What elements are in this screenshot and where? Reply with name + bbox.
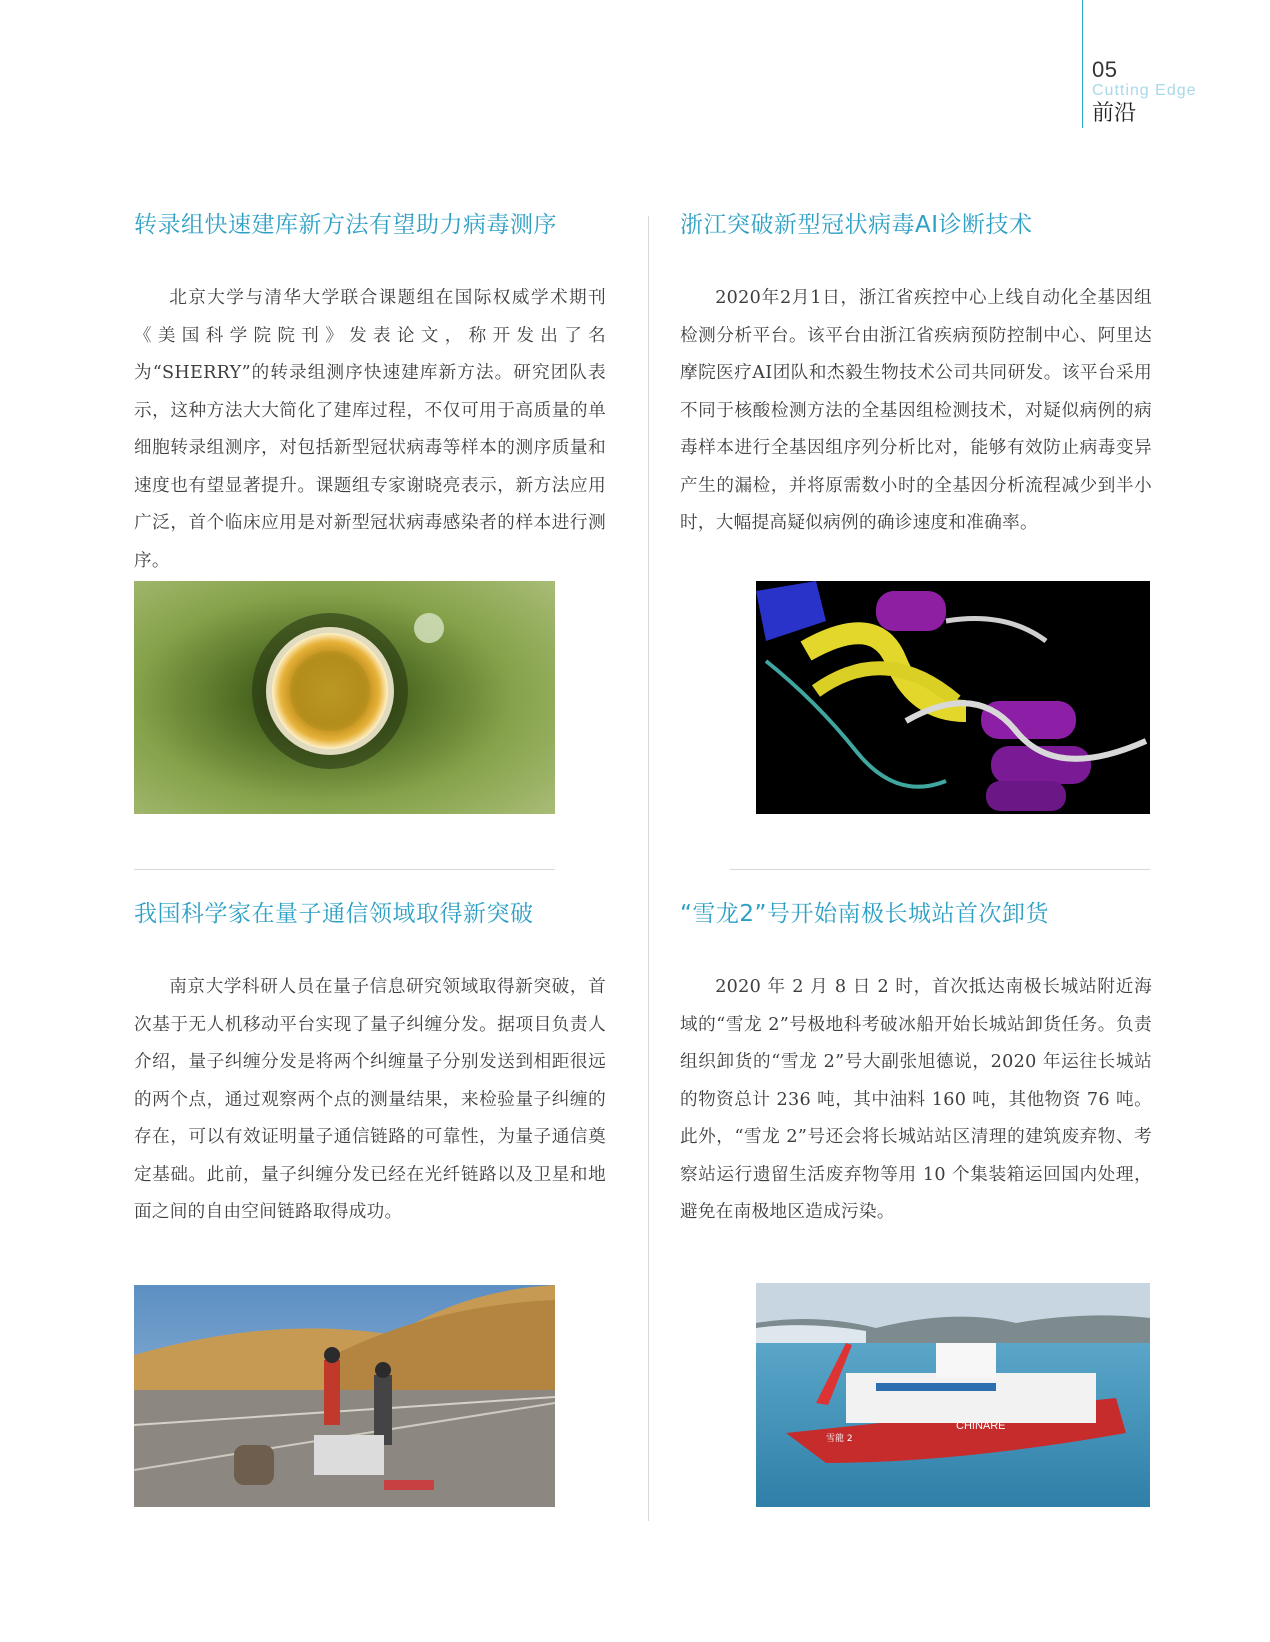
section-title-cn: 前沿: [1092, 101, 1137, 126]
article-quantum: [134, 899, 606, 1232]
ship-hull-text: CHINARE: [956, 1420, 1006, 1432]
article-body: 2020 年 2 月 8 日 2 时，首次抵达南极长城站附近海域的“雪龙 2”号极地科考破冰船开始长城站卸货任务。负责组织卸货的“雪龙 2”号大副张旭德说，2020 年运往长城站的物资总计 236 吨，其中油料 160 吨，其他物资 76 吨。此外，“雪龙 2”号还会将长城站站区清理的建筑废弃物、考察站运行遗留生活废弃物等用 10 个集装箱运回国内处理，避免在南极地区造成污染。: [680, 977, 1152, 1222]
article-separator-left: [134, 869, 555, 870]
article-separator-right: [730, 869, 1150, 870]
page-number: 05: [1092, 57, 1118, 82]
xuelong2-icebreaker-image: [756, 1283, 1150, 1507]
article-title: “雪龙2”号开始南极长城站首次卸货: [680, 901, 1049, 927]
header-vertical-rule: [1082, 0, 1083, 128]
article-ai-diagnosis: [680, 210, 1152, 543]
section-title-en: Cutting Edge: [1092, 82, 1197, 99]
page-header: [1092, 58, 1197, 127]
coronavirus-micrograph-image: [134, 581, 555, 814]
article-xuelong: [680, 899, 1152, 1232]
article-body: 南京大学科研人员在量子信息研究领域取得新突破，首次基于无人机移动平台实现了量子纠缠分发。据项目负责人介绍，量子纠缠分发是将两个纠缠量子分别发送到相距很远的两个点，通过观察两个点的测量结果，来检验量子纠缠的存在，可以有效证明量子通信链路的可靠性，为量子通信奠定基础。此前，量子纠缠分发已经在光纤链路以及卫星和地面之间的自由空间链路取得成功。: [134, 977, 606, 1222]
article-title: 转录组快速建库新方法有望助力病毒测序: [134, 212, 557, 238]
protein-structure-image: [756, 581, 1150, 814]
article-title: 我国科学家在量子通信领域取得新突破: [134, 901, 534, 927]
article-body: 北京大学与清华大学联合课题组在国际权威学术期刊《美国科学院院刊》发表论文，称开发出了名为“SHERRY”的转录组测序快速建库新方法。研究团队表示，这种方法大大简化了建库过程，不仅可用于高质量的单细胞转录组测序，对包括新型冠状病毒等样本的测序质量和速度也有望显著提升。课题组专家谢晓亮表示，新方法应用广泛，首个临床应用是对新型冠状病毒感染者的样本进行测序。: [134, 288, 606, 571]
article-transcriptome: [134, 210, 606, 580]
article-body: 2020年2月1日，浙江省疾控中心上线自动化全基因组检测分析平台。该平台由浙江省疾病预防控制中心、阿里达摩院医疗AI团队和杰毅生物技术公司共同研发。该平台采用不同于核酸检测方法的全基因组检测技术，对疑似病例的病毒样本进行全基因组序列分析比对，能够有效防止病毒变异产生的漏检，并将原需数小时的全基因分析流程减少到半小时，大幅提高疑似病例的确诊速度和准确率。: [680, 288, 1152, 533]
ship-name-text: 雪龍 2: [826, 1434, 853, 1444]
article-title: 浙江突破新型冠状病毒AI诊断技术: [680, 212, 1033, 238]
quantum-field-experiment-image: [134, 1285, 555, 1507]
column-divider: [648, 216, 649, 1521]
